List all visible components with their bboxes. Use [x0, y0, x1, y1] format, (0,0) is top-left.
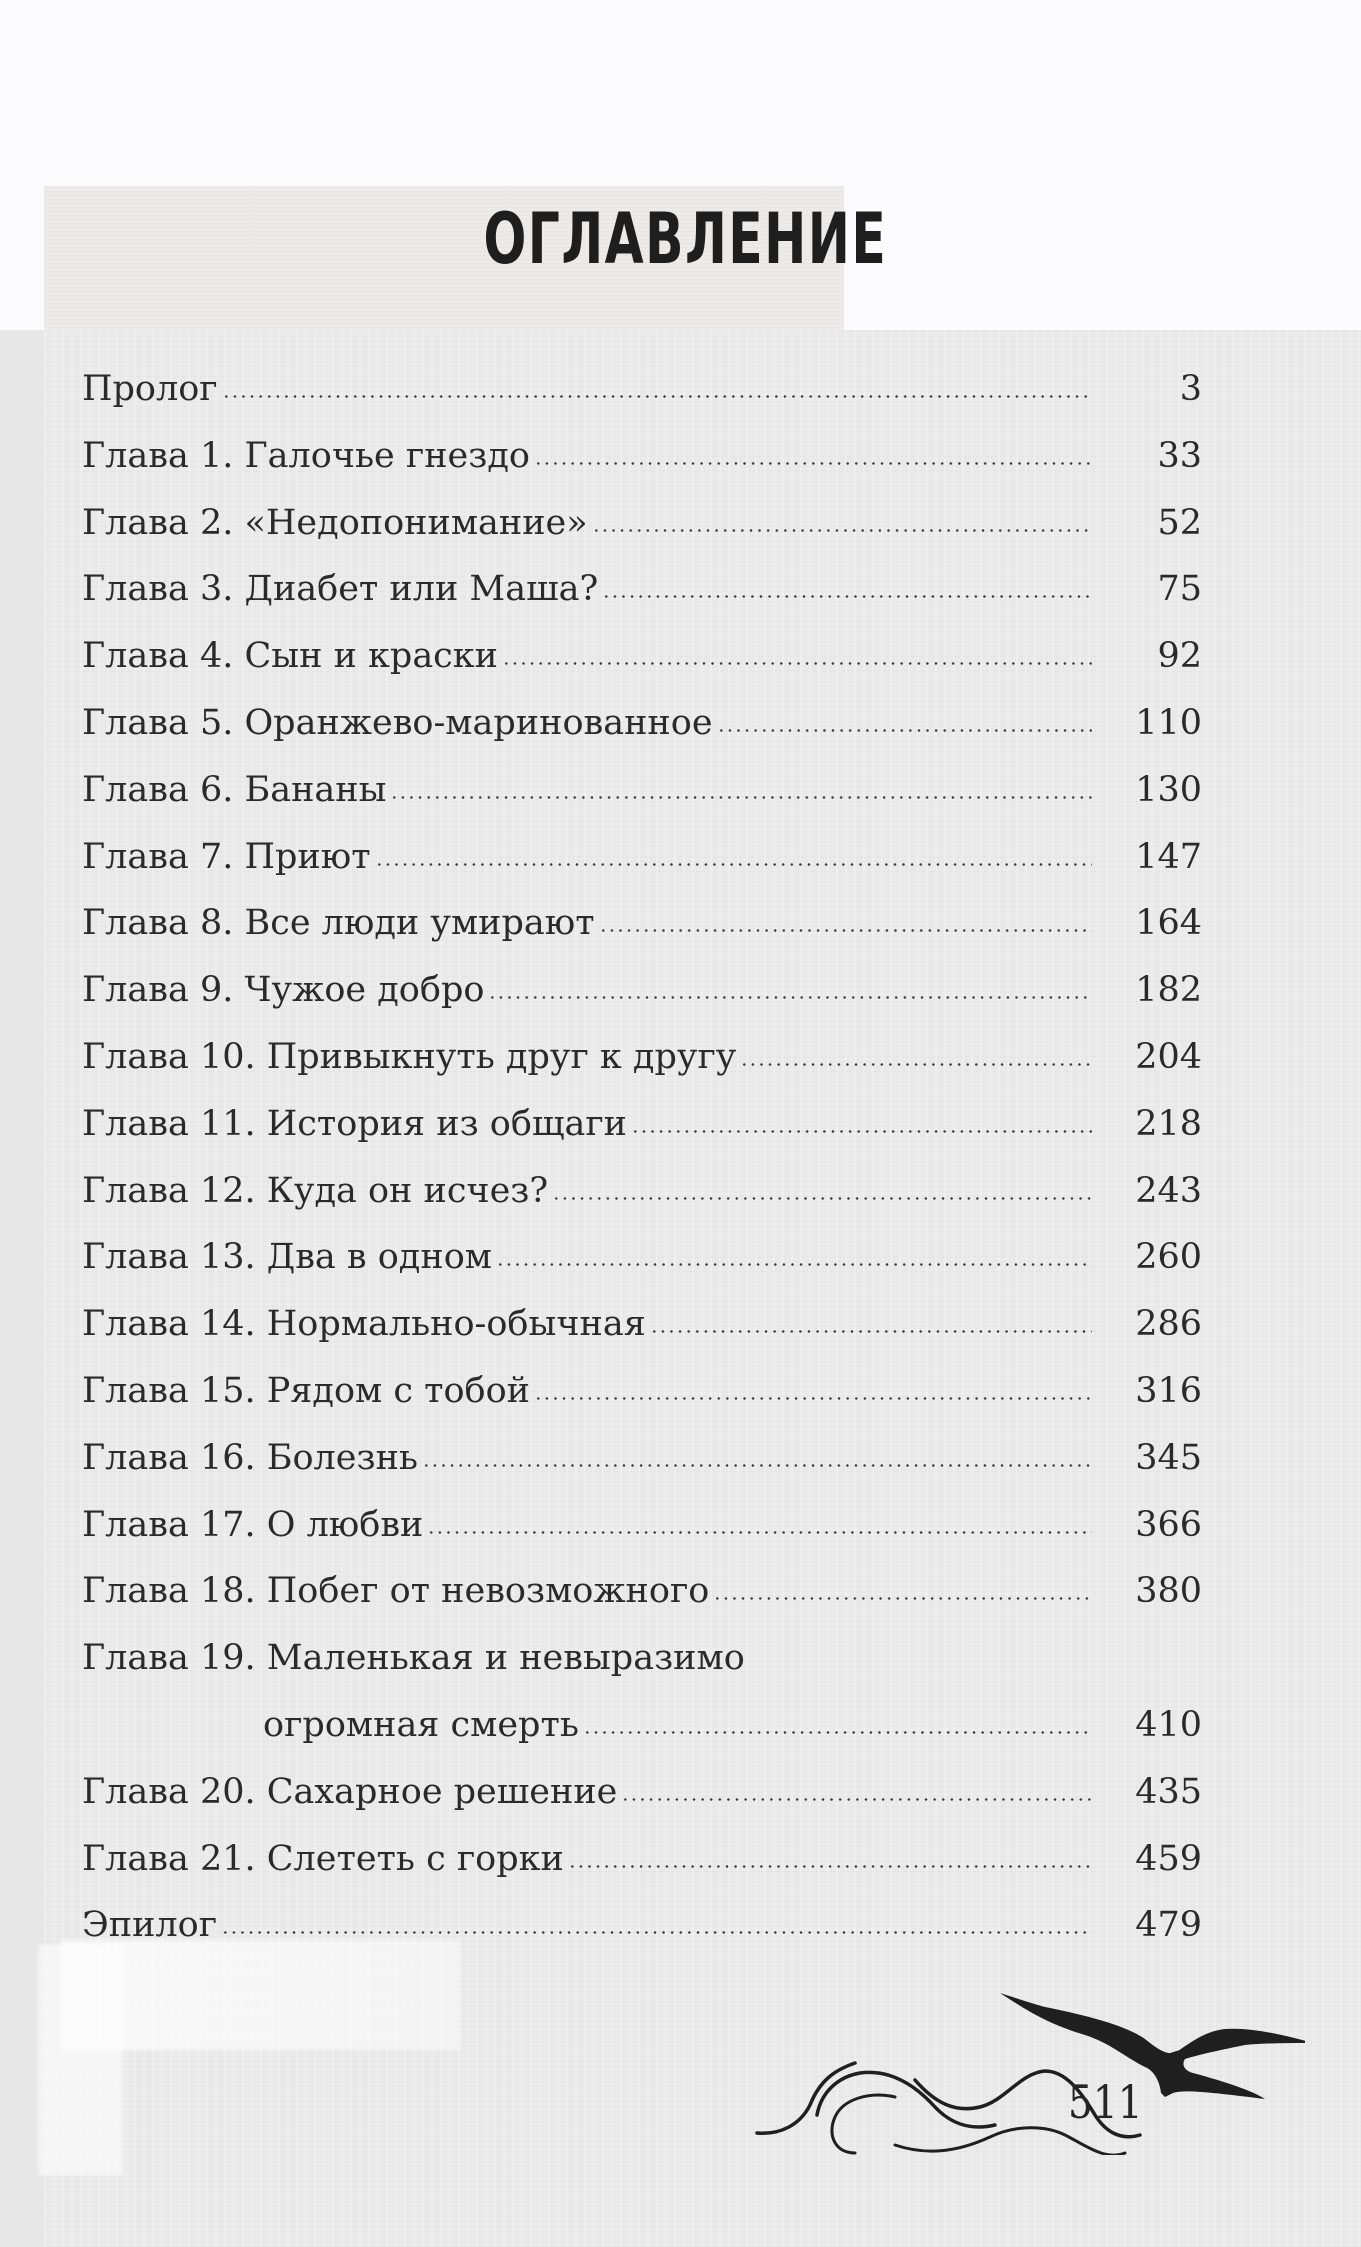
toc-entry-page: 204	[1135, 1036, 1202, 1077]
toc-entry-label: Пролог	[82, 369, 218, 409]
toc-entry-chapter-19-line-1[interactable]	[82, 1625, 1202, 1692]
toc-entry-label: Глава 16. Болезнь	[82, 1437, 418, 1478]
dot-leader	[502, 632, 1092, 667]
seagull-icon	[1000, 1993, 1305, 2099]
dot-leader	[713, 1567, 1092, 1602]
toc-entry-page: 147	[1135, 836, 1202, 877]
toc-entry-chapter-5[interactable]	[82, 690, 1202, 757]
toc-entry-prologue[interactable]	[82, 356, 1202, 423]
toc-entry-chapter-8[interactable]	[82, 890, 1202, 957]
toc-entry-page: 366	[1135, 1504, 1202, 1545]
toc-entry-page: 52	[1157, 502, 1202, 543]
toc-entry-epilogue[interactable]	[82, 1892, 1202, 1959]
toc-entry-page: 410	[1135, 1704, 1202, 1745]
toc-entry-chapter-4[interactable]	[82, 623, 1202, 690]
toc-entry-chapter-19-line-2[interactable]	[82, 1692, 1202, 1759]
toc-entry-label: Глава 21. Слететь с горки	[82, 1838, 564, 1879]
toc-entry-page: 75	[1157, 569, 1202, 610]
dot-leader	[496, 1233, 1092, 1268]
toc-entry-page: 182	[1135, 970, 1202, 1011]
toc-entry-page: 459	[1135, 1838, 1202, 1879]
dot-leader	[717, 699, 1092, 734]
toc-entry-chapter-16[interactable]	[82, 1425, 1202, 1492]
dot-leader	[599, 899, 1092, 934]
seagull-over-waves-icon	[745, 1985, 1305, 2155]
toc-entry-label: Глава 15. Рядом с тобой	[82, 1370, 530, 1411]
toc-entry-label: Глава 4. Сын и краски	[82, 636, 498, 677]
page-title	[0, 198, 1361, 280]
dot-leader	[583, 1701, 1092, 1736]
dot-leader	[534, 432, 1092, 467]
toc-entry-label: огромная смерть	[263, 1704, 579, 1745]
toc-entry-chapter-12[interactable]	[82, 1158, 1202, 1225]
toc-entry-page: 110	[1135, 702, 1202, 743]
wave-line-2	[817, 2072, 995, 2127]
toc-entry-chapter-14[interactable]	[82, 1291, 1202, 1358]
toc-entry-label: Глава 13. Два в одном	[82, 1237, 492, 1278]
toc-entry-page: 286	[1135, 1304, 1202, 1345]
toc-entry-page: 92	[1157, 636, 1202, 677]
toc-entry-label: Глава 6. Бананы	[82, 769, 387, 810]
toc-entry-label: Глава 19. Маленькая и невыразимо	[82, 1638, 745, 1679]
dot-leader	[552, 1167, 1092, 1202]
dot-leader	[375, 833, 1092, 868]
dot-leader	[534, 1367, 1092, 1402]
toc-entry-page: 380	[1135, 1571, 1202, 1612]
toc-entry-label: Глава 11. История из общаги	[82, 1103, 628, 1144]
toc-entry-chapter-6[interactable]	[82, 757, 1202, 824]
toc-entry-label: Глава 5. Оранжево-маринованное	[82, 702, 713, 743]
toc-entry-chapter-7[interactable]	[82, 824, 1202, 891]
dot-leader	[568, 1835, 1092, 1870]
page-number: 511	[1068, 2075, 1143, 2129]
dot-leader	[427, 1501, 1092, 1536]
wave-line-3	[832, 2095, 895, 2153]
toc-entry-page: 3	[1179, 369, 1202, 409]
toc-entry-chapter-3[interactable]	[82, 556, 1202, 623]
toc-entry-label: Глава 20. Сахарное решение	[82, 1771, 618, 1812]
toc-entry-label: Глава 18. Побег от невозможного	[82, 1571, 710, 1612]
dot-leader	[221, 1901, 1092, 1936]
wave-line-5	[895, 2128, 1125, 2155]
toc-entry-label: Глава 12. Куда он исчез?	[82, 1170, 549, 1211]
toc-entry-chapter-9[interactable]	[82, 957, 1202, 1024]
toc-entry-label: Глава 8. Все люди умирают	[82, 903, 595, 944]
toc-entry-page: 243	[1135, 1170, 1202, 1211]
dot-leader	[592, 499, 1092, 534]
toc-entry-page: 316	[1135, 1370, 1202, 1411]
toc-entry-page: 435	[1135, 1771, 1202, 1812]
toc-entry-label: Глава 10. Привыкнуть друг к другу	[82, 1036, 737, 1077]
toc-entry-chapter-10[interactable]	[82, 1024, 1202, 1091]
toc-entry-label: Глава 17. О любви	[82, 1504, 424, 1545]
faded-bleedthrough-edge	[38, 1945, 123, 2175]
wave-line-1	[757, 2063, 855, 2133]
dot-leader	[650, 1300, 1092, 1335]
toc-entry-page: 260	[1135, 1237, 1202, 1278]
dot-leader	[390, 766, 1092, 801]
toc-entry-label: Глава 14. Нормально-обычная	[82, 1304, 646, 1345]
toc-entry-page: 130	[1135, 769, 1202, 810]
toc-entry-chapter-15[interactable]	[82, 1358, 1202, 1425]
toc-entry-chapter-2[interactable]	[82, 490, 1202, 557]
dot-leader	[631, 1100, 1092, 1135]
toc-entry-label: Глава 7. Приют	[82, 836, 371, 877]
toc-entry-label: Эпилог	[82, 1905, 218, 1946]
dot-leader	[422, 1434, 1092, 1469]
dot-leader	[602, 565, 1092, 600]
dot-leader	[621, 1768, 1092, 1803]
toc-entry-chapter-17[interactable]	[82, 1492, 1202, 1559]
toc-entry-label: Глава 9. Чужое добро	[82, 970, 485, 1011]
page-title-text: ОГЛАВЛЕНИЕ	[483, 198, 888, 280]
toc-entry-page: 33	[1157, 435, 1202, 476]
toc-entry-chapter-21[interactable]	[82, 1826, 1202, 1893]
toc-entry-chapter-1[interactable]	[82, 423, 1202, 490]
toc-entry-label: Глава 1. Галочье гнездо	[82, 435, 530, 476]
dot-leader	[740, 1033, 1092, 1068]
toc-entry-label: Глава 2. «Недопонимание»	[82, 502, 588, 543]
toc-entry-chapter-20[interactable]	[82, 1759, 1202, 1826]
toc-entry-page: 345	[1135, 1437, 1202, 1478]
toc-entry-page: 164	[1135, 903, 1202, 944]
toc-entry-chapter-13[interactable]	[82, 1224, 1202, 1291]
toc-entry-page: 218	[1135, 1103, 1202, 1144]
table-of-contents	[82, 356, 1202, 1959]
dot-leader	[488, 966, 1092, 1001]
toc-entry-chapter-11[interactable]	[82, 1091, 1202, 1158]
dot-leader	[222, 365, 1092, 400]
toc-entry-chapter-18[interactable]	[82, 1558, 1202, 1625]
toc-entry-label: Глава 3. Диабет или Маша?	[82, 569, 599, 610]
toc-entry-page: 479	[1135, 1905, 1202, 1946]
